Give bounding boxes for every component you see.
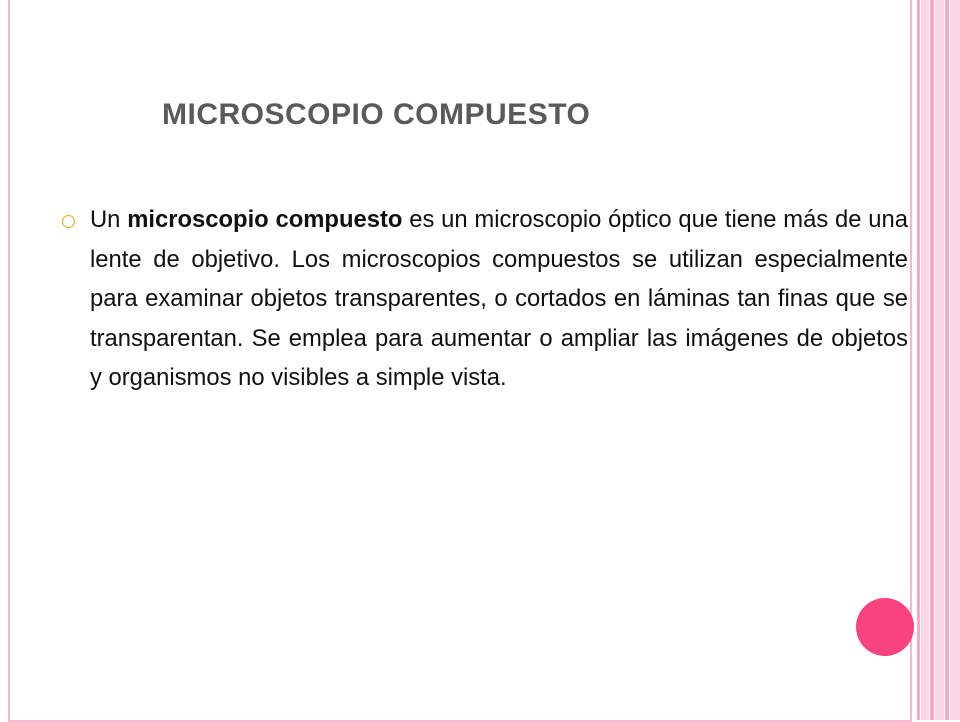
paragraph-rest: es un microscopio óptico que tiene más de una lente de objetivo. Los microscopios compuestos se utilizan especialmente para examinar objetos transparentes, o cortados en láminas tan finas que se transparentan. Se emplea para aumentar o ampliar las imágenes de objetos y organismos no visibles a simple vista.	[90, 206, 908, 391]
paragraph-lead: Un	[90, 206, 128, 233]
pink-circle-icon	[856, 598, 914, 656]
bullet-icon	[62, 215, 75, 228]
stripe	[930, 0, 934, 720]
body-paragraph	[90, 200, 908, 398]
stripe	[921, 0, 929, 720]
stripe	[917, 0, 920, 720]
stripe	[945, 0, 949, 720]
slide-title: MICROSCOPIO COMPUESTO	[162, 98, 591, 131]
paragraph-bold-term: microscopio compuesto	[127, 206, 403, 233]
decorative-stripes	[912, 0, 960, 720]
stripe	[935, 0, 944, 720]
stripe	[950, 0, 960, 720]
